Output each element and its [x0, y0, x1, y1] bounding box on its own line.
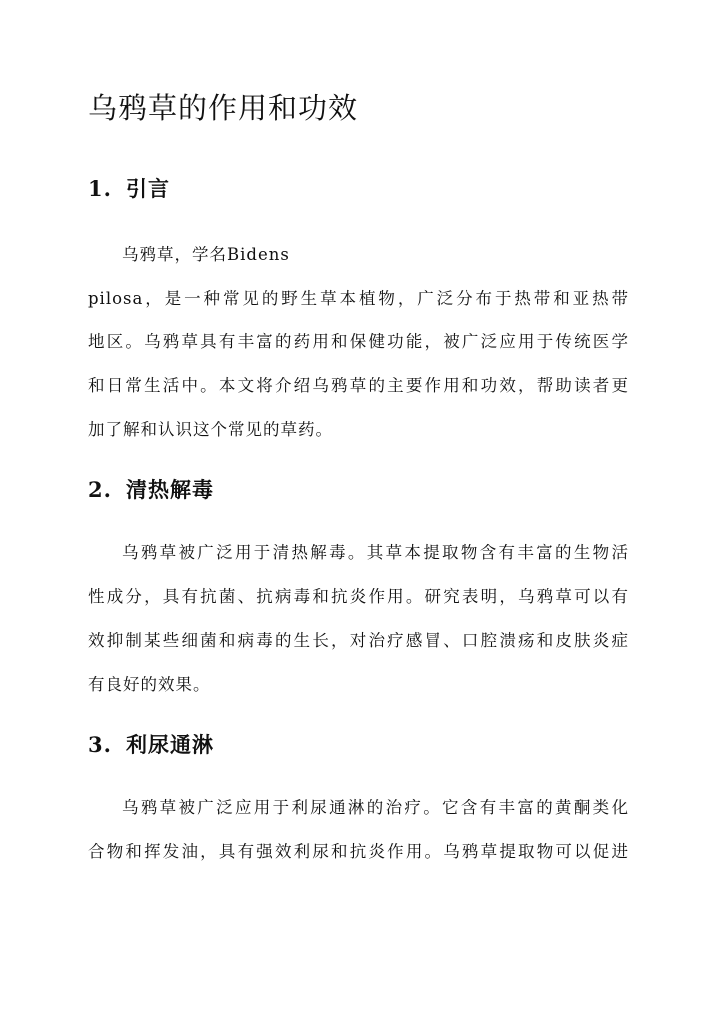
paragraph-line: 有良好的效果。	[88, 675, 211, 694]
paragraph-line: 性成分，具有抗菌、抗病毒和抗炎作用。研究表明，乌鸦草可以有	[88, 587, 629, 606]
section-heading-heat-clearing	[88, 475, 214, 505]
paragraph-line: 乌鸦草被广泛用于清热解毒。其草本提取物含有丰富的生物活	[122, 543, 629, 562]
paragraph-line: 地区。乌鸦草具有丰富的药用和保健功能，被广泛应用于传统医学	[88, 332, 629, 351]
section-number: 1.	[88, 176, 112, 201]
paragraph-line: 和日常生活中。本文将介绍乌鸦草的主要作用和功效，帮助读者更	[88, 376, 629, 395]
section-title: 利尿通淋	[126, 732, 214, 757]
paragraph-line: 效抑制某些细菌和病毒的生长，对治疗感冒、口腔溃疡和皮肤炎症	[88, 631, 629, 650]
section-heading-introduction	[88, 174, 170, 204]
page-title: 乌鸦草的作用和功效	[88, 91, 359, 125]
section-number: 2.	[88, 477, 112, 502]
paragraph-line: 乌鸦草被广泛应用于利尿通淋的治疗。它含有丰富的黄酮类化	[122, 798, 629, 817]
paragraph-line: 合物和挥发油，具有强效利尿和抗炎作用。乌鸦草提取物可以促进	[88, 842, 629, 861]
section-title: 清热解毒	[126, 477, 214, 502]
section-number: 3.	[88, 732, 112, 757]
section-heading-diuretic	[88, 730, 214, 760]
paragraph-line: 乌鸦草，学名Bidens	[122, 245, 290, 264]
section-title: 引言	[126, 176, 170, 201]
paragraph-line: pilosa，是一种常见的野生草本植物，广泛分布于热带和亚热带	[88, 289, 629, 308]
paragraph-line: 加了解和认识这个常见的草药。	[88, 420, 333, 439]
